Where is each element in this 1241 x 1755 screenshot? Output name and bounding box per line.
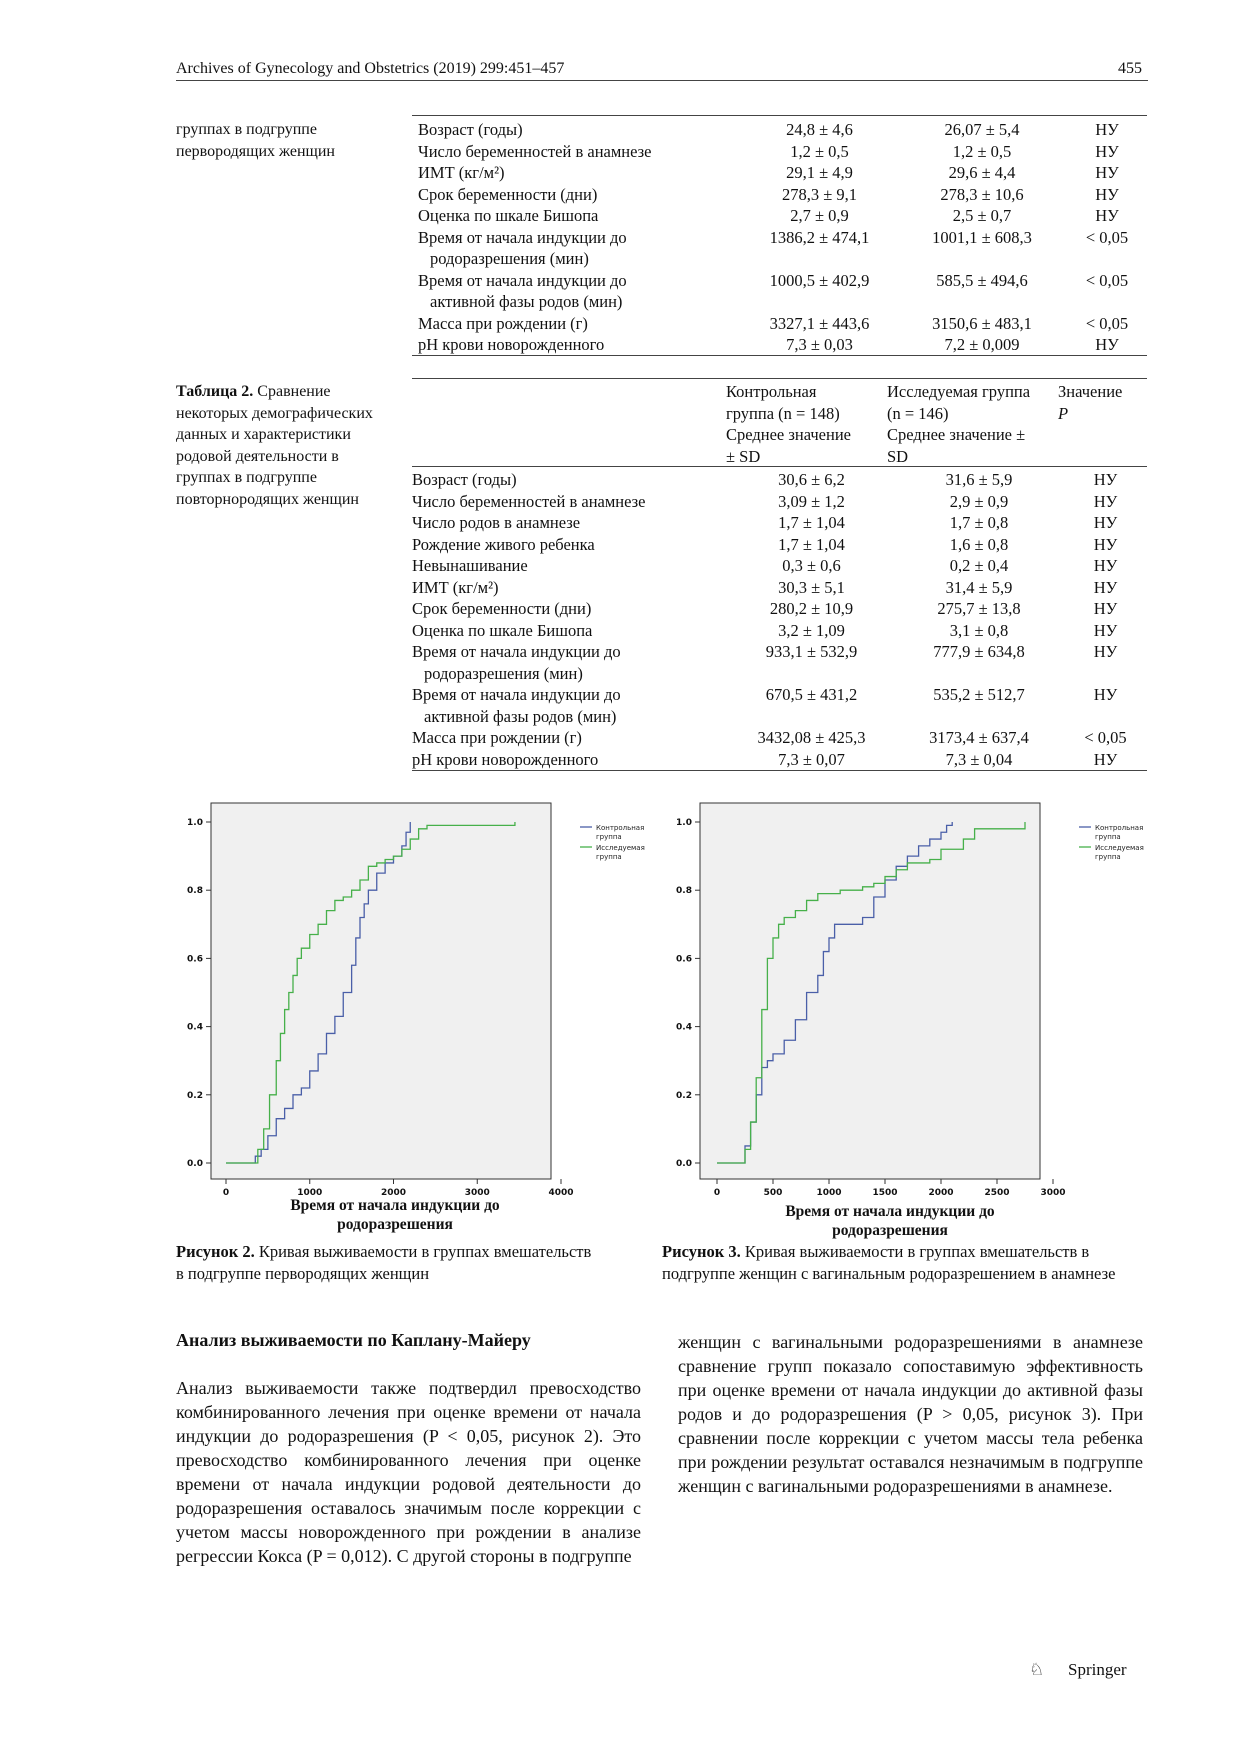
cell-text: 1,6 ± 0,8 <box>949 534 1009 554</box>
cell-text: Число беременностей в анамнезе <box>418 141 652 161</box>
cell-text: НУ <box>1093 620 1118 640</box>
table2-head-line: P <box>1058 403 1069 423</box>
table2-caption-line: повторнородящих женщин <box>176 490 359 508</box>
table-cell <box>897 334 1067 356</box>
x-tick-label: 2500 <box>984 1188 1010 1198</box>
table2-caption-line: Сравнение <box>257 383 331 400</box>
figure3-caption <box>662 1241 1142 1284</box>
cell-text: 1000,5 ± 402,9 <box>769 270 870 290</box>
legend-label: группа <box>596 833 622 841</box>
y-tick-label: 1.0 <box>676 818 692 828</box>
row-label <box>412 684 729 706</box>
table-cell <box>894 491 1064 513</box>
cell-text: < 0,05 <box>1085 227 1129 247</box>
table-cell <box>729 727 894 749</box>
section-title: Анализ выживаемости по Каплану-Майеру <box>176 1330 531 1350</box>
table-row <box>418 184 1147 206</box>
figure3-chart <box>665 795 1144 1198</box>
figure2-caption <box>176 1241 596 1284</box>
table-cell <box>897 227 1067 249</box>
table2-head-line: группа (n = 148) <box>726 403 840 423</box>
row-label <box>412 641 729 663</box>
row-label <box>418 119 742 141</box>
cell-text: НУ <box>1093 642 1118 661</box>
legend-label: Исследуемая <box>1095 844 1144 852</box>
table-row <box>412 491 1147 513</box>
cell-text: 7,2 ± 0,009 <box>944 335 1020 354</box>
table-row <box>412 534 1147 556</box>
row-label <box>418 227 742 249</box>
table-row <box>412 684 1147 706</box>
cell-text: НУ <box>1095 120 1119 139</box>
figure3-caption-label: Рисунок 3. <box>662 1242 741 1261</box>
table-row <box>418 313 1147 335</box>
table-row <box>418 334 1147 356</box>
figure3-xlabel: Время от начала индукции до родоразрешения <box>785 1203 995 1239</box>
cell-text: 29,6 ± 4,4 <box>948 163 1016 182</box>
table-row <box>412 749 1147 771</box>
table-cell <box>1064 749 1147 771</box>
table-cell <box>1064 555 1147 577</box>
cell-text: pH крови новорожденного <box>418 335 605 354</box>
table-row <box>418 227 1147 249</box>
header-rule <box>176 80 1148 81</box>
cell-text: 31,4 ± 5,9 <box>945 577 1013 597</box>
table-cell <box>897 270 1067 292</box>
table-cell <box>894 663 1064 685</box>
table-cell <box>729 684 894 706</box>
cell-text: Масса при рождении (г) <box>412 728 582 747</box>
table2-head-line: Исследуемая группа <box>887 382 1031 401</box>
figure2-chart <box>176 795 645 1198</box>
table-cell <box>742 270 897 292</box>
row-label <box>412 727 729 749</box>
cell-text: Время от начала индукции до <box>418 270 627 290</box>
table-cell <box>894 749 1064 771</box>
cell-text: НУ <box>1095 184 1119 204</box>
x-tick-label: 2000 <box>380 1188 407 1198</box>
cell-text: < 0,05 <box>1084 728 1127 747</box>
table-cell <box>897 119 1067 141</box>
figure2-caption-label: Рисунок 2. <box>176 1242 255 1261</box>
cell-text: 670,5 ± 431,2 <box>765 685 858 704</box>
cell-text: 0,3 ± 0,6 <box>782 556 841 575</box>
cell-text: НУ <box>1095 335 1119 354</box>
table-cell <box>729 663 894 685</box>
row-label <box>412 577 729 599</box>
table2-bottom-rule <box>412 770 1147 771</box>
cell-text: 24,8 ± 4,6 <box>786 120 853 139</box>
table-row <box>412 512 1147 534</box>
journal-header: Archives of Gynecology and Obstetrics (2019) 299:451–457 <box>176 60 565 77</box>
table2-caption-label: Таблица 2. <box>176 383 254 400</box>
cell-text: 1,2 ± 0,5 <box>790 141 849 161</box>
table2-top-rule <box>412 378 1147 379</box>
cell-text: ИМТ (кг/м²) <box>418 163 505 182</box>
table-row <box>412 469 1147 491</box>
row-label <box>412 706 729 728</box>
cell-text: Время от начала индукции до <box>412 685 621 704</box>
table-cell <box>897 248 1067 270</box>
cell-text: 585,5 ± 494,6 <box>936 270 1028 290</box>
cell-text: НУ <box>1095 206 1119 225</box>
table-cell <box>894 469 1064 491</box>
table-cell <box>729 641 894 663</box>
cell-text: 278,3 ± 9,1 <box>781 184 858 204</box>
cell-text: pH крови новорожденного <box>412 749 599 769</box>
x-tick-label: 4000 <box>548 1188 574 1198</box>
table-cell <box>897 313 1067 335</box>
cell-text: Оценка по шкале Бишопа <box>418 206 599 225</box>
table2-head-col1 <box>726 381 851 467</box>
cell-text: 3327,1 ± 443,6 <box>769 313 870 333</box>
table2 <box>412 469 1147 770</box>
publisher-name: Springer <box>1068 1660 1127 1679</box>
y-tick-label: 0.6 <box>676 954 692 965</box>
y-tick-label: 0.8 <box>676 886 692 897</box>
y-tick-label: 0.4 <box>676 1022 692 1033</box>
cell-text: НУ <box>1093 749 1118 769</box>
table-cell <box>1064 727 1147 749</box>
table-cell <box>897 184 1067 206</box>
y-tick-label: 0.0 <box>676 1159 692 1169</box>
table-cell <box>1064 620 1147 642</box>
cell-text: 777,9 ± 634,8 <box>933 642 1025 661</box>
cell-text: родоразрешения (мин) <box>430 249 589 268</box>
cell-text: 2,5 ± 0,7 <box>952 206 1012 225</box>
cell-text: НУ <box>1093 534 1118 554</box>
cell-text: Срок беременности (дни) <box>412 599 592 618</box>
y-tick-label: 0.0 <box>187 1159 203 1169</box>
cell-text: Время от начала индукции до <box>412 642 621 661</box>
row-label <box>418 334 742 356</box>
table-cell <box>742 227 897 249</box>
x-tick-label: 0 <box>222 1188 230 1198</box>
table-row <box>418 248 1147 270</box>
x-tick-label: 1000 <box>297 1188 323 1198</box>
cell-text: 2,9 ± 0,9 <box>949 491 1009 511</box>
cell-text: Число родов в анамнезе <box>412 513 581 532</box>
table-row <box>418 205 1147 227</box>
table-row <box>418 162 1147 184</box>
figure2-xlabel: Время от начала индукции до родоразрешения <box>290 1197 500 1233</box>
table-cell <box>1067 270 1147 292</box>
body-right-paragraph: женщин с вагинальными родоразрешениями в анамнезе сравнение групп показало сопоставимую эффективность при оценке времени от начала индукции до активной фазы родов и до родоразрешения (P > 0,05, рисунок 3). При сравнении после коррекции с учетом массы тела ребенка при рождении результат оставался незначимым в подгруппе женщин с вагинальными родоразрешениями в анамнезе. <box>678 1332 1143 1496</box>
cell-text: родоразрешения (мин) <box>424 663 583 683</box>
table-cell <box>1067 162 1147 184</box>
legend-label: группа <box>1095 833 1121 841</box>
cell-text: 30,3 ± 5,1 <box>778 577 845 597</box>
table-cell <box>897 205 1067 227</box>
cell-text: НУ <box>1093 556 1118 575</box>
table-cell <box>742 184 897 206</box>
cell-text: 3,2 ± 1,09 <box>778 620 845 640</box>
y-tick-label: 0.2 <box>676 1090 692 1101</box>
table-cell <box>1067 119 1147 141</box>
table1-caption <box>176 119 335 162</box>
table-cell <box>894 620 1064 642</box>
table-cell <box>1064 534 1147 556</box>
table-cell <box>894 684 1064 706</box>
cell-text: НУ <box>1093 577 1118 597</box>
cell-text: 29,1 ± 4,9 <box>786 163 853 182</box>
row-label <box>418 141 742 163</box>
cell-text: 31,6 ± 5,9 <box>945 470 1013 489</box>
cell-text: НУ <box>1093 470 1118 489</box>
row-label <box>412 555 729 577</box>
table2-head-line: Контрольная <box>726 382 817 401</box>
table-row <box>412 641 1147 663</box>
table1-caption-line: первородящих женщин <box>176 142 335 160</box>
cell-text: Рождение живого ребенка <box>412 534 595 554</box>
cell-text: Возраст (годы) <box>418 120 523 139</box>
row-label <box>418 313 742 335</box>
cell-text: Оценка по шкале Бишопа <box>412 620 593 640</box>
row-label <box>418 291 742 313</box>
table2-caption-line: группах в подгруппе <box>176 469 317 486</box>
cell-text: НУ <box>1093 491 1118 511</box>
table-cell <box>1064 491 1147 513</box>
x-tick-label: 3000 <box>464 1188 490 1198</box>
plot-frame <box>211 803 551 1179</box>
table-cell <box>729 534 894 556</box>
cell-text: НУ <box>1095 163 1119 182</box>
cell-text: 1,2 ± 0,5 <box>952 141 1012 161</box>
table-row <box>418 141 1147 163</box>
x-tick-label: 1500 <box>872 1188 898 1198</box>
table-cell <box>1067 227 1147 249</box>
legend-label: Контрольная <box>596 824 645 832</box>
row-label <box>412 491 729 513</box>
table-cell <box>742 291 897 313</box>
table1-top-rule <box>412 115 1147 116</box>
cell-text: НУ <box>1095 141 1119 161</box>
table2-head-rule <box>412 466 1147 467</box>
cell-text: 7,3 ± 0,07 <box>778 749 845 769</box>
page-number: 455 <box>1118 60 1142 77</box>
cell-text: 535,2 ± 512,7 <box>933 685 1025 704</box>
cell-text: 0,2 ± 0,4 <box>949 556 1009 575</box>
table-cell <box>1067 141 1147 163</box>
cell-text: < 0,05 <box>1085 270 1129 290</box>
cell-text: 30,6 ± 6,2 <box>778 470 845 489</box>
cell-text: 278,3 ± 10,6 <box>940 184 1024 204</box>
table2-head-line: Среднее значение ± <box>887 425 1026 444</box>
cell-text: 3173,4 ± 637,4 <box>929 728 1029 747</box>
table2-head-line: ± SD <box>726 446 761 466</box>
table2-caption-line: данных и характеристики <box>176 426 351 443</box>
table-cell <box>897 291 1067 313</box>
table2-head-line: Значение <box>1058 382 1123 401</box>
table-cell <box>1067 205 1147 227</box>
table-cell <box>894 555 1064 577</box>
y-tick-label: 0.6 <box>187 954 203 965</box>
table-cell <box>1064 706 1147 728</box>
row-label <box>412 598 729 620</box>
table-cell <box>729 598 894 620</box>
table-row <box>412 577 1147 599</box>
table-cell <box>1064 641 1147 663</box>
table-cell <box>742 313 897 335</box>
table2-head-col2 <box>887 381 1030 467</box>
table-cell <box>1064 663 1147 685</box>
table1-bottom-rule <box>412 355 1147 356</box>
x-tick-label: 500 <box>763 1188 783 1198</box>
springer-logo-icon: ♘ <box>1029 1660 1045 1679</box>
legend-label: группа <box>596 853 622 861</box>
y-tick-label: 1.0 <box>187 818 203 828</box>
cell-text: Масса при рождении (г) <box>418 313 588 333</box>
table-cell <box>1067 334 1147 356</box>
cell-text: 7,3 ± 0,03 <box>786 335 853 354</box>
cell-text: 3,09 ± 1,2 <box>778 491 845 511</box>
row-label <box>412 749 729 771</box>
legend-label: Контрольная <box>1095 824 1144 832</box>
x-tick-label: 3000 <box>1040 1188 1066 1198</box>
x-tick-label: 0 <box>713 1188 721 1198</box>
x-tick-label: 1000 <box>816 1188 842 1198</box>
table-row <box>412 706 1147 728</box>
row-label <box>412 534 729 556</box>
y-tick-label: 0.2 <box>187 1090 203 1101</box>
cell-text: 1386,2 ± 474,1 <box>769 227 870 247</box>
table-cell <box>894 512 1064 534</box>
table-cell <box>894 641 1064 663</box>
cell-text: НУ <box>1093 685 1118 704</box>
row-label <box>412 663 729 685</box>
table-cell <box>1064 512 1147 534</box>
cell-text: ИМТ (кг/м²) <box>412 577 499 597</box>
table-cell <box>742 248 897 270</box>
y-tick-label: 0.4 <box>187 1022 203 1033</box>
table-cell <box>742 119 897 141</box>
table-cell <box>742 162 897 184</box>
table-row <box>412 598 1147 620</box>
table2-caption-line: некоторых демографических <box>176 404 373 422</box>
cell-text: НУ <box>1093 513 1118 532</box>
row-label <box>418 270 742 292</box>
row-label <box>412 512 729 534</box>
cell-text: 7,3 ± 0,04 <box>945 749 1013 769</box>
table2-head-col3 <box>1058 381 1122 424</box>
row-label <box>418 248 742 270</box>
table-cell <box>1067 313 1147 335</box>
table-cell <box>742 141 897 163</box>
figure2-caption-text: Кривая выживаемости в группах вмешательств в подгруппе первородящих женщин <box>176 1242 592 1283</box>
cell-text: 280,2 ± 10,9 <box>769 599 854 618</box>
table-row <box>412 727 1147 749</box>
table-cell <box>894 534 1064 556</box>
table-cell <box>1067 184 1147 206</box>
body-left-paragraph: Анализ выживаемости также подтвердил превосходство комбинированного лечения при оценке времени от начала индукции до родоразрешения (P < 0,05, рисунок 2). Это превосходство комбинированного лечения при оценке времени от начала индукции родовой деятельности до родоразрешения оставалось значимым после коррекции с учетом массы новорожденного при рождении в анализе регрессии Кокса (P = 0,012). С другой стороны в подгруппе <box>176 1378 641 1566</box>
table-cell <box>894 727 1064 749</box>
row-label <box>412 469 729 491</box>
table-cell <box>1064 598 1147 620</box>
table-cell <box>742 334 897 356</box>
row-label <box>418 184 742 206</box>
y-tick-label: 0.8 <box>187 886 203 897</box>
cell-text: Невынашивание <box>412 556 528 575</box>
cell-text: 275,7 ± 13,8 <box>937 599 1021 618</box>
cell-text: НУ <box>1093 599 1118 618</box>
cell-text: 3432,08 ± 425,3 <box>757 728 866 747</box>
table-cell <box>1064 577 1147 599</box>
table-cell <box>729 706 894 728</box>
table-cell <box>729 491 894 513</box>
table-cell <box>1067 291 1147 313</box>
x-tick-label: 2000 <box>928 1188 954 1198</box>
row-label <box>418 205 742 227</box>
cell-text: Возраст (годы) <box>412 470 517 489</box>
table2-head-line: SD <box>887 446 909 466</box>
cell-text: активной фазы родов (мин) <box>430 292 623 311</box>
table2-caption-line: родовой деятельности в <box>176 447 339 465</box>
cell-text: 1001,1 ± 608,3 <box>932 227 1032 247</box>
cell-text: Число беременностей в анамнезе <box>412 491 646 511</box>
table2-head-line: (n = 146) <box>887 403 949 423</box>
cell-text: < 0,05 <box>1085 313 1129 333</box>
table-cell <box>897 141 1067 163</box>
table1-caption-line: группах в подгруппе <box>176 121 317 138</box>
cell-text: активной фазы родов (мин) <box>424 706 617 726</box>
table-cell <box>729 469 894 491</box>
cell-text: 933,1 ± 532,9 <box>765 642 858 661</box>
cell-text: 3,1 ± 0,8 <box>949 620 1009 640</box>
table-cell <box>894 706 1064 728</box>
legend-label: группа <box>1095 853 1121 861</box>
table-cell <box>897 162 1067 184</box>
table-cell <box>729 577 894 599</box>
table-row <box>412 555 1147 577</box>
cell-text: 1,7 ± 0,8 <box>949 513 1009 532</box>
row-label <box>412 620 729 642</box>
row-label <box>418 162 742 184</box>
table-row <box>412 620 1147 642</box>
table-cell <box>1067 248 1147 270</box>
cell-text: 3150,6 ± 483,1 <box>932 313 1032 333</box>
cell-text: Срок беременности (дни) <box>418 184 598 204</box>
table-cell <box>1064 684 1147 706</box>
table2-head-line: Среднее значение <box>726 425 851 444</box>
cell-text: 1,7 ± 1,04 <box>778 513 845 532</box>
table-cell <box>729 512 894 534</box>
table-cell <box>742 205 897 227</box>
table2-caption <box>176 381 411 510</box>
table-cell <box>729 620 894 642</box>
cell-text: 26,07 ± 5,4 <box>944 120 1020 139</box>
cell-text: 2,7 ± 0,9 <box>790 206 849 225</box>
table-row <box>418 119 1147 141</box>
table-cell <box>729 749 894 771</box>
table-row <box>418 291 1147 313</box>
cell-text: Время от начала индукции до <box>418 227 627 247</box>
table-cell <box>894 598 1064 620</box>
table1 <box>418 119 1147 356</box>
figure3-caption-text: Кривая выживаемости в группах вмешательств в подгруппе женщин с вагинальным родоразрешением в анамнезе <box>662 1242 1116 1283</box>
table-cell <box>1064 469 1147 491</box>
table-cell <box>894 577 1064 599</box>
table-row <box>412 663 1147 685</box>
table-row <box>418 270 1147 292</box>
cell-text: 1,7 ± 1,04 <box>778 534 845 554</box>
legend-label: Исследуемая <box>596 844 645 852</box>
table-cell <box>729 555 894 577</box>
